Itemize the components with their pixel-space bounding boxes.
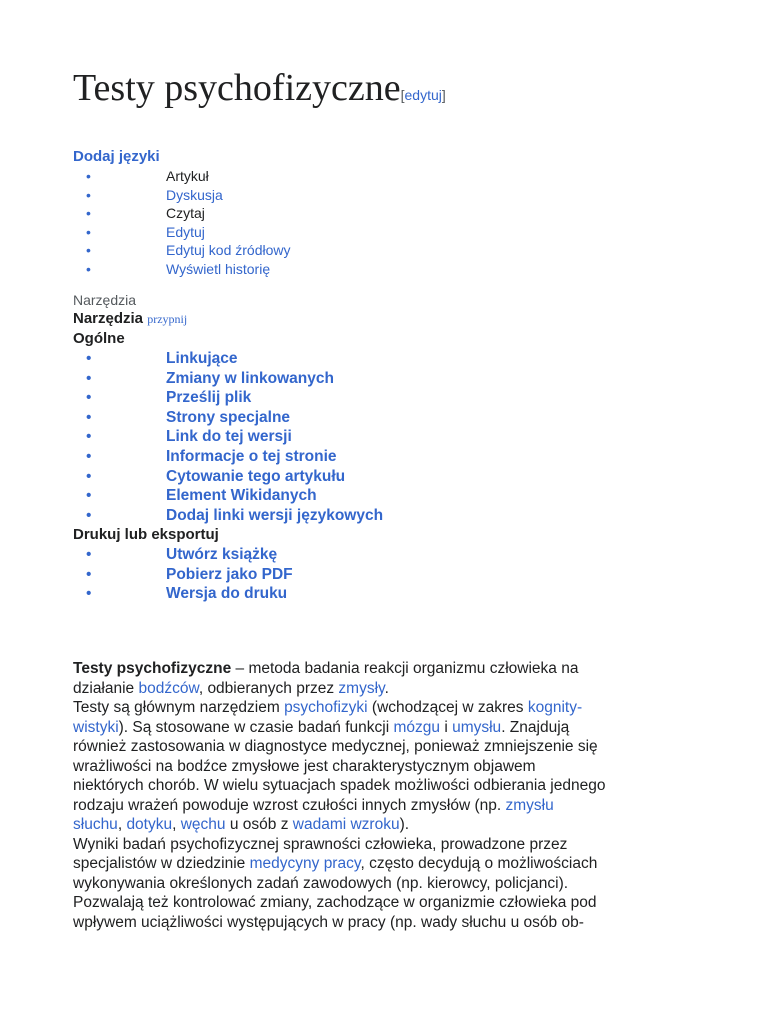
bullet-icon: • [86,350,92,367]
list-item-link-do-tej-wersji[interactable] [86,427,383,447]
list-item-label[interactable]: Strony specjalne [166,408,291,426]
article-text: niektórych chorób. W wielu sytuacjach spadek możliwości odbierania jednego [73,777,606,794]
article-text: specjalistów w dziedzinie [73,855,250,872]
article-text: Wyniki badań psychofizycznej sprawności człowieka, prowadzone przez [73,835,568,853]
article-text: wykonywania określonych zadań zawodowych (np. kierowcy, policjanci). [73,874,569,892]
article-line [73,835,703,855]
article-link[interactable]: umysłu [452,718,502,736]
list-item-label[interactable]: Zmiany w linkowanych [166,369,334,387]
list-item-label[interactable]: Linkujące [166,350,238,367]
list-item-cytowanie-tego-artykulu[interactable] [86,467,383,487]
list-item-label[interactable]: Edytuj [166,223,205,240]
list-item-przeslij-plik[interactable] [86,388,383,408]
article-text: i [440,718,453,736]
article-link[interactable]: zmysłu [505,796,554,814]
page-header [73,66,446,110]
article-text: ). Są stosowane w czasie badań funkcji [118,718,394,736]
article-text: Testy są głównym narzędziem [73,699,285,716]
article-link[interactable]: słuchu [73,816,118,833]
article-text: u osób z [225,816,293,833]
article-link[interactable]: węchu [180,816,226,833]
article-line [73,757,703,777]
add-languages-link[interactable]: Dodaj języki [73,148,160,165]
list-item-artykul [86,167,291,186]
bullet-icon: • [86,506,92,524]
article-line [73,776,703,796]
bullet-icon: • [86,467,92,485]
article-line [73,796,703,816]
list-item-utworz-ksiazke[interactable] [86,545,293,565]
article-text: , często decydują o możliwościach [360,855,598,872]
article-link[interactable]: wadami wzroku [292,816,400,833]
views-list [86,167,291,278]
article-line [73,659,703,679]
list-item-pobierz-jako-pdf[interactable] [86,565,293,585]
general-heading: Ogólne [73,330,125,347]
bullet-icon: • [86,546,92,563]
pin-tools-link[interactable]: przypnij [147,312,188,326]
tools-heading-label: Narzędzia [73,310,144,327]
article-line [73,815,703,835]
list-item-wersja-do-druku[interactable] [86,584,293,604]
list-item-label[interactable]: Informacje o tej stronie [166,447,337,465]
bullet-icon: • [86,369,92,387]
bullet-icon: • [86,428,92,446]
article-text: , odbieranych przez [198,679,339,697]
bullet-icon: • [86,408,92,426]
list-item-label[interactable]: Wersja do druku [166,585,288,603]
general-tools-list [86,349,383,525]
list-item-element-wikidanych[interactable] [86,486,383,506]
bullet-icon: • [86,389,92,407]
article-text: działanie [73,679,139,697]
list-item-label[interactable]: Dodaj linki wersji językowych [166,506,384,524]
article-text: wpływem uciążliwości występujących w pracy (np. wady słuchu u osób ob- [73,913,584,931]
list-item-wyswietl-historie[interactable] [86,260,291,279]
article-link[interactable]: medycyny pracy [249,855,361,872]
article-text: również zastosowania w diagnostyce medycznej, ponieważ zmniejszenie się [73,738,598,755]
list-item-label[interactable]: Pobierz jako PDF [166,565,293,583]
tools-heading [73,310,187,327]
list-item-label[interactable]: Dyskusja [166,186,223,203]
page-title: Testy psychofizyczne [73,67,401,109]
bullet-icon: • [86,565,92,583]
bullet-icon: • [86,186,91,203]
list-item-czytaj [86,204,291,223]
article-text: , [172,816,181,833]
article-line [73,679,703,699]
article-link[interactable]: psychofizyki [284,699,368,716]
article-text: wrażliwości na bodźce zmysłowe jest charakterystycznym objawem [73,757,536,775]
article-text: – metoda badania reakcji organizmu człowieka na [231,660,579,677]
article-line [73,854,703,874]
bullet-icon: • [86,487,92,505]
edit-bracket-close: ] [441,87,446,103]
article-link[interactable]: dotyku [126,816,173,833]
list-item-edytuj[interactable] [86,223,291,242]
article-line [73,913,703,933]
tools-heading-plain: Narzędzia [73,292,137,308]
print-export-heading: Drukuj lub eksportuj [73,526,219,543]
bullet-icon: • [86,447,92,465]
list-item-linkujace[interactable] [86,349,383,369]
article-text: rodzaju wrażeń powoduje wzrost czułości innych zmysłów (np. [73,796,506,814]
list-item-label[interactable]: Element Wikidanych [166,487,317,505]
article-link[interactable]: zmysły [338,679,385,697]
article-text: Pozwalają też kontrolować zmiany, zachodzące w organizmie człowieka pod [73,894,597,911]
bullet-icon: • [86,585,92,603]
list-item-label[interactable]: Cytowanie tego artykułu [166,467,346,485]
list-item-edytuj-kod-zrodlowy[interactable] [86,241,291,260]
article-line [73,698,703,718]
article-text: ). [399,816,410,833]
list-item-dyskusja[interactable] [86,186,291,205]
article-body [73,659,703,932]
list-item-zmiany-w-linkowanych[interactable] [86,369,383,389]
list-item-informacje-o-tej-stronie[interactable] [86,447,383,467]
article-line [73,718,703,738]
list-item-label[interactable]: Edytuj kod źródłowy [166,242,291,258]
edit-bracket-open: [ [400,87,405,103]
bullet-icon: • [86,242,91,258]
article-text: , [117,816,127,833]
list-item-label[interactable]: Link do tej wersji [166,428,292,446]
article-line [73,874,703,894]
article-link[interactable]: wistyki [73,718,119,736]
article-line [73,893,703,913]
article-link[interactable]: mózgu [393,718,441,736]
list-item-label: Artykuł [166,168,209,184]
article-text: (wchodzącej w zakres [367,699,528,716]
article-link[interactable]: kognity- [527,699,583,716]
article-text: . [384,679,389,697]
bullet-icon: • [86,205,91,221]
list-item-strony-specjalne[interactable] [86,408,383,428]
article-link[interactable]: bodźców [138,679,199,697]
bullet-icon: • [86,223,91,240]
list-item-label[interactable]: Prześlij plik [166,389,252,407]
list-item-label[interactable]: Utwórz książkę [166,546,278,563]
bullet-icon: • [86,168,91,184]
list-item-label[interactable]: Wyświetl historię [166,260,271,277]
article-line [73,737,703,757]
print-export-list [86,545,293,604]
article-text: . Znajdują [501,718,570,736]
edit-section-link[interactable]: edytuj [404,87,442,103]
article-term: Testy psychofizyczne [73,660,232,677]
list-item-dodaj-linki-wersji-jezykowych[interactable] [86,506,383,526]
bullet-icon: • [86,260,91,277]
list-item-label: Czytaj [166,205,205,221]
